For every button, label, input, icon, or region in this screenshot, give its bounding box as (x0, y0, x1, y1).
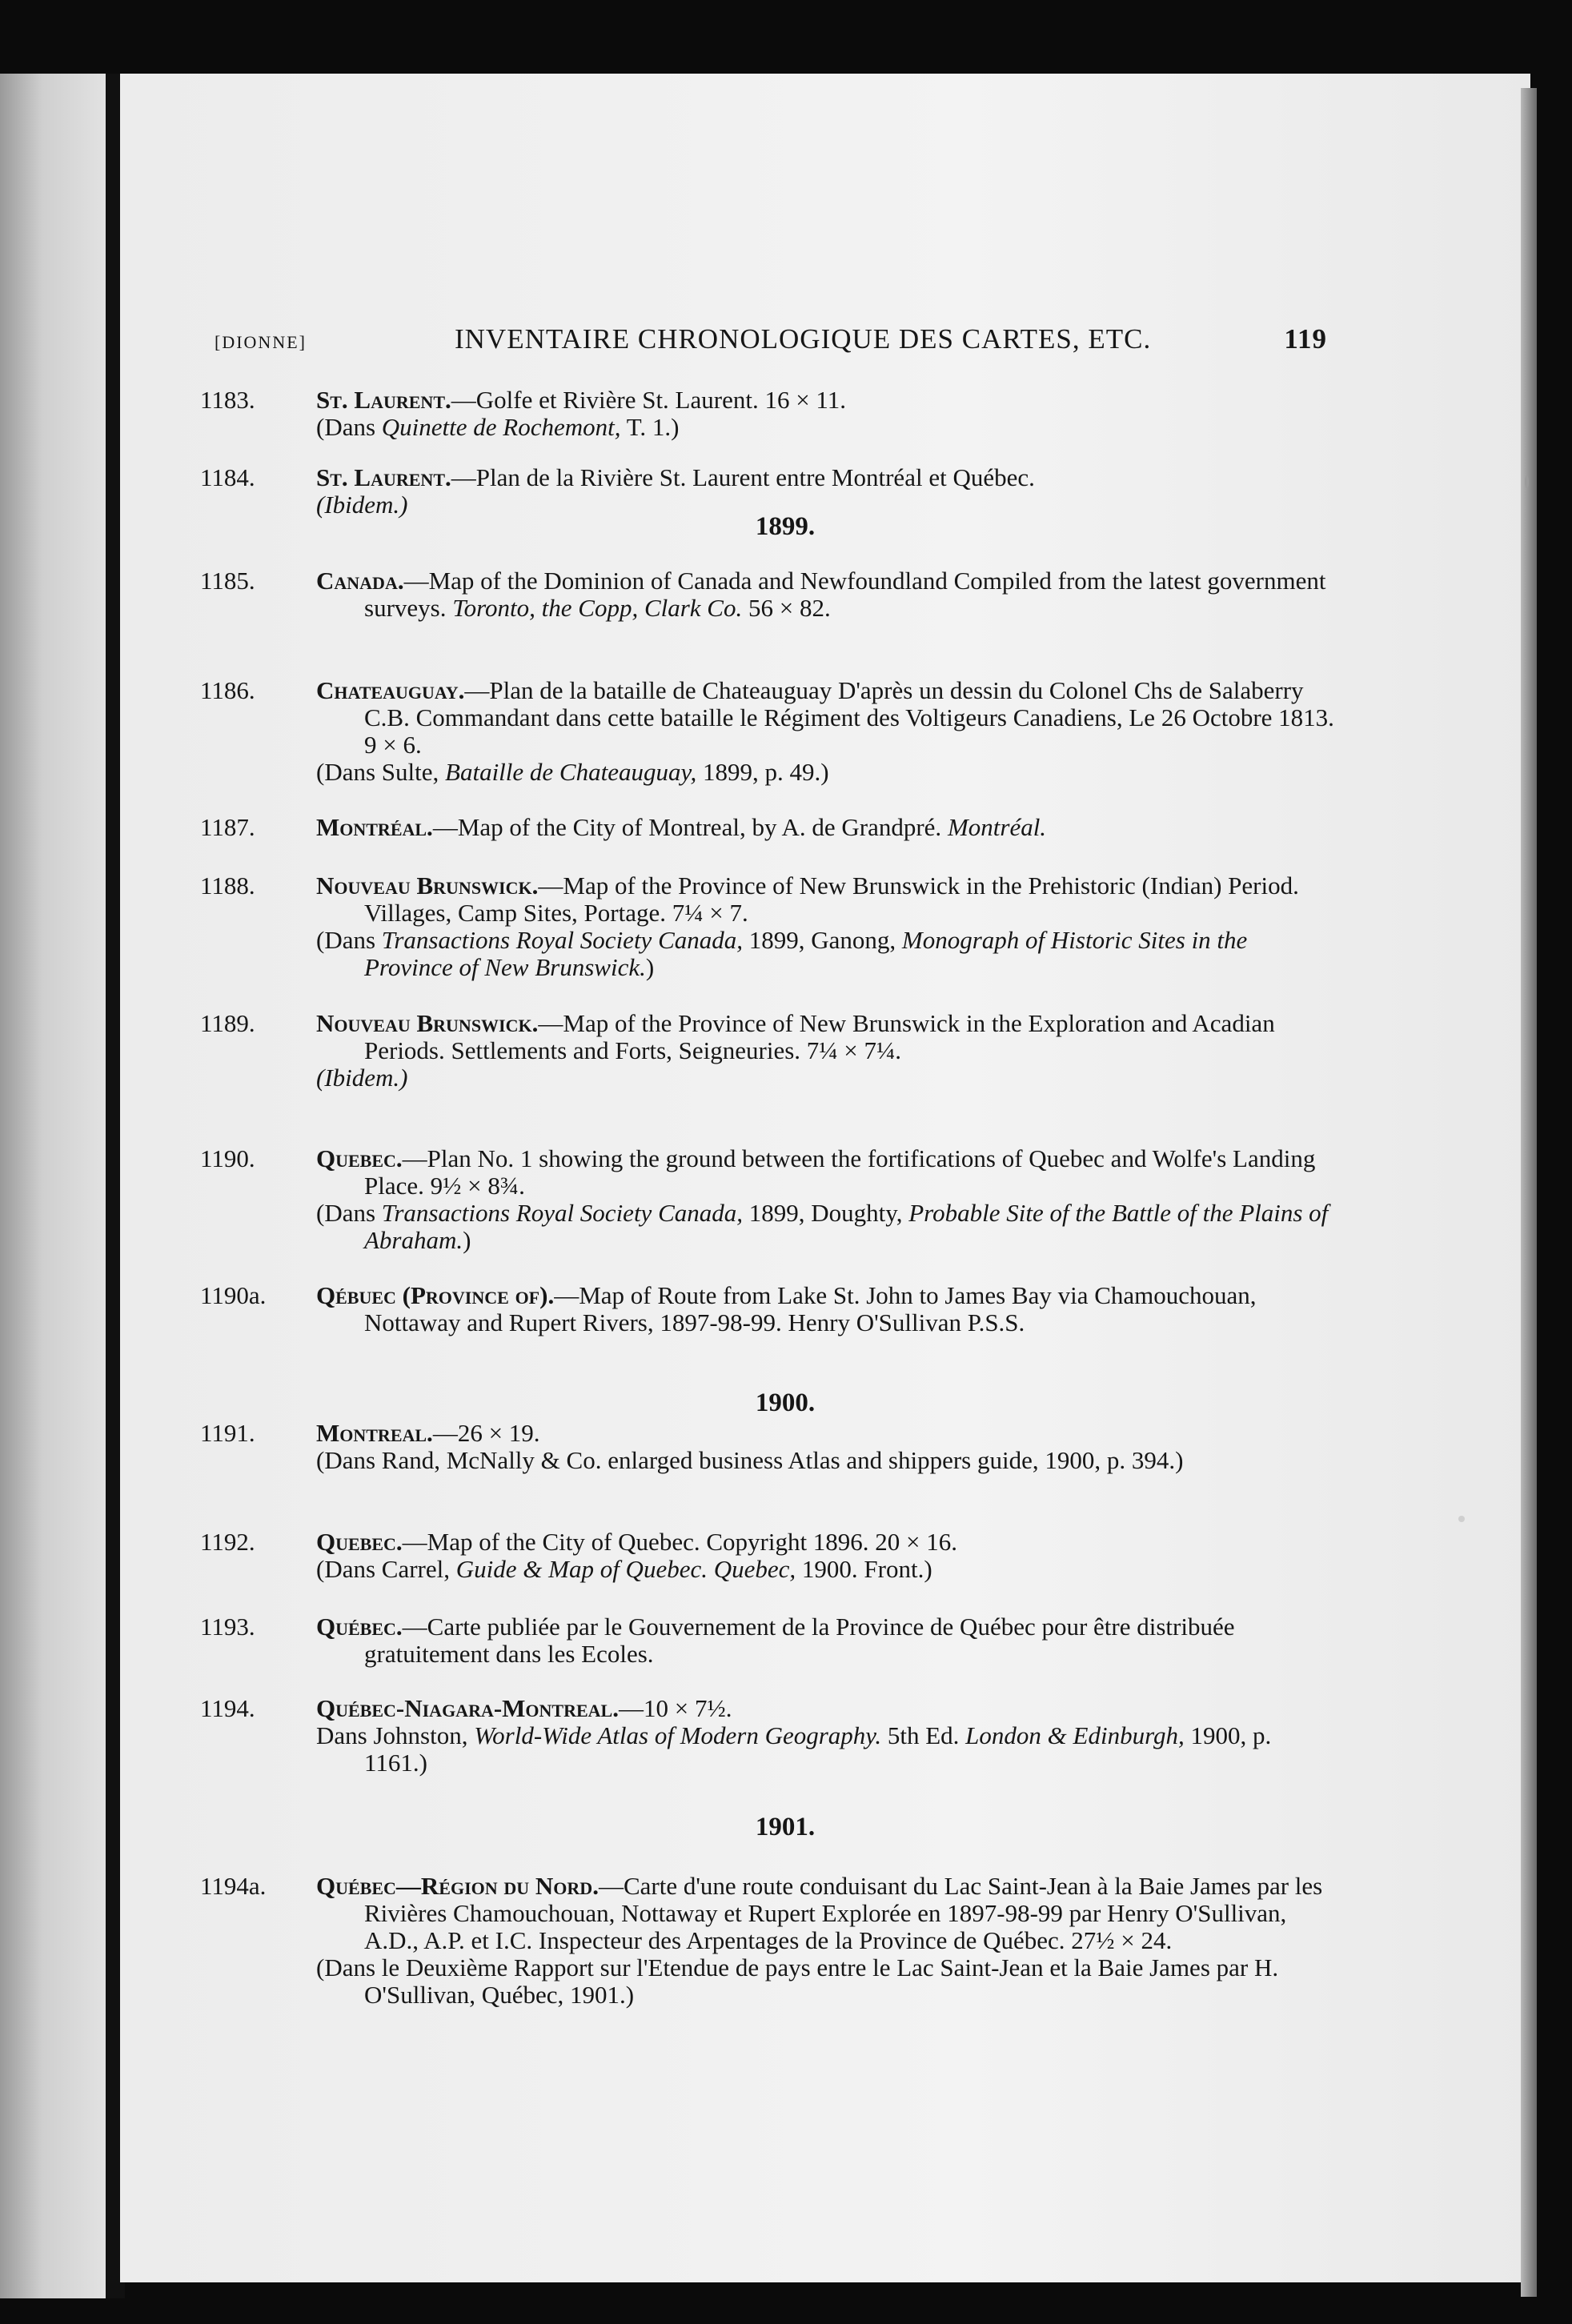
year-heading-1899: 1899. (755, 512, 816, 541)
page-header (215, 323, 1327, 363)
entry-number: 1183. (200, 386, 255, 414)
entry-number: 1184. (200, 463, 255, 491)
entry-heading: St. Laurent. (316, 386, 451, 414)
running-head: [DIONNE] (215, 332, 307, 352)
year-heading-1901: 1901. (755, 1813, 816, 1841)
scan-speck (1458, 1516, 1465, 1522)
scan-speck (1525, 475, 1529, 488)
page-number: 119 (1284, 323, 1327, 355)
entry-text: —Golfe et Rivière St. Laurent. 16 × 11. (451, 386, 847, 414)
page-content: [DIONNE] INVENTAIRE CHRONOLOGIQUE DES CARTES, ETC. 119 1183. St. Laurent.—Golfe et Rivière St. Laurent. 16 × 11. (Dans Quinette de Rochemont, T. 1.) 1184. St. Laurent.—Plan de la Rivière St. Laurent entre Montréal et Québec. (Ibidem.) 1899. 1185. Canada.—Map of the Dominion of Canada and Newfoundland Compiled from the latest government surveys. Toronto, the Copp, Clark Co. 56 × 82. 1186. Chateauguay.—Plan de la bataille de Chateauguay D'après un dessin du Colonel Chs de Salaberry C.B. Commandant dans cette bataille le Régiment des Voltigeurs Canadiens, Le 26 Octobre 1813. 9 × 6. (Dans Sulte, Bataille de Chateauguay, 1899, p. 49.) 1187. Montréal.—Map of the City of Montreal, by A. de Grandpré. Montréal. 1188. Nouveau Brunswick.—Map of the Province of New Brunswick in the Prehistoric (Indian) Period. Villages, Camp Sites, Portage. 7¼ × 7. (Dans Transactions Royal Society Canada, 1899, Ganong, Monograph of Historic Sites in the Province of New Brunswick.) 1189. Nouveau Brunswick.—Map of the Province of New Brunswick in the Exploration and Acadian Periods. Settlements and Forts, Seigneuries. 7¼ × 7¼. (Ibidem.) 1190. Quebec.—Plan No. 1 showing the ground between the fortifications of Quebec and Wolfe's Landing Place. 9½ × 8¾. (Dans Transactions Royal Society Canada, 1899, Doughty, Probable Site of the Battle of the Plains of Abraham.) 1190a. Qébuec (Province of).—Map of Route from Lake St. John to James Bay via Chamouchouan, Nottaway and Rupert Rivers, 1897-98-99. Henry O'Sullivan P.S.S. 1900. 1191. Montreal.—26 × 19. (Dans Rand, McNally & Co. enlarged business Atlas and shippers guide, 1900, p. 394.) 1192. Quebec.—Map of the City of Quebec. Copyright 1896. 20 × 16. (Dans Carrel, Guide & Map of Quebec. Quebec, 1900. Front.) 1193. Québec.—Carte publiée par le Gouvernement de la Province de Québec pour être distribuée gratuitement dans les Ecoles. 1194. Québec-Niagara-Montreal.—10 × 7½. Dans Johnston, World-Wide Atlas of Modern Geography. 5th Ed. London & Edinburgh, 1900, p. 1161.) 1901. 1194a. Québec—Région du Nord.—Carte d'une route conduisant du Lac Saint-Jean à la Baie James par les Rivières Chamouchouan, Nottaway et Rupert Explorée en 1897-98-99 par Henry O'Sullivan, A.D., A.P. et I.C. Inspecteur des Arpentages de la Province de Québec. 27½ × 24. (Dans le Deuxième Rapport sur l'Etendue de pays entre le Lac Saint-Jean et la Baie James par H. O'Sullivan, Québec, 1901.) (0, 0, 1572, 2324)
year-heading-1900: 1900. (755, 1388, 816, 1417)
page-title: INVENTAIRE CHRONOLOGIQUE DES CARTES, ETC. (455, 323, 1152, 355)
